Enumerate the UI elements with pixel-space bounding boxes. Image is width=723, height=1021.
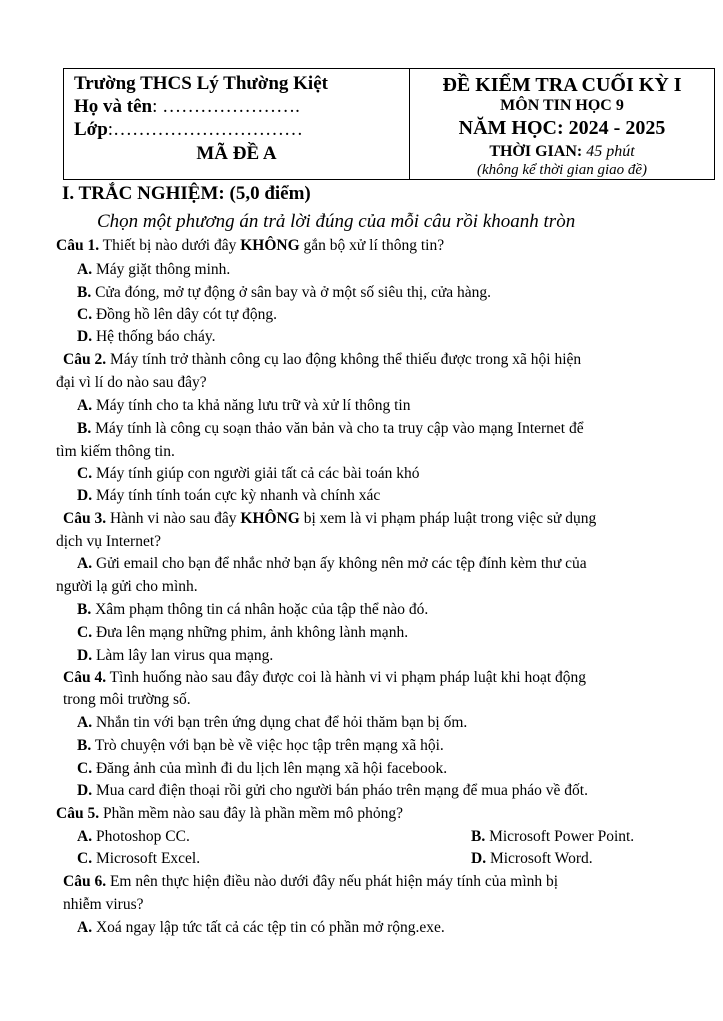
option-2a (77, 396, 410, 416)
option-text: Máy tính là công cụ soạn thảo văn bản và cho ta truy cập vào mạng Internet để (91, 420, 584, 437)
option-text: Photoshop CC. (92, 828, 190, 845)
option-label: B. (471, 828, 486, 845)
question-keyword: KHÔNG (240, 510, 300, 527)
time-label: THỜI GIAN: (489, 143, 583, 160)
option-3c (77, 623, 408, 643)
option-label: C. (77, 306, 93, 323)
option-text: Máy tính tính toán cực kỳ nhanh và chính xác (92, 487, 381, 504)
question-label: Câu 5. (56, 805, 100, 822)
option-text: Máy giặt thông minh. (92, 261, 231, 278)
option-text: Hệ thống báo cháy. (92, 328, 216, 345)
time-note: (không kể thời gian giao đề) (476, 162, 648, 178)
option-label: A. (77, 714, 93, 731)
option-label: C. (77, 850, 93, 867)
option-3b (77, 600, 428, 620)
question-label: Câu 6. (63, 873, 107, 890)
option-text: Nhắn tin với bạn trên ứng dụng chat để hỏi thăm bạn bị ốm. (92, 714, 468, 731)
question-keyword: KHÔNG (240, 237, 300, 254)
question-2-cont: đại vì lí do nào sau đây? (56, 374, 207, 391)
option-text: Đưa lên mạng những phim, ảnh không lành mạnh. (92, 624, 409, 641)
question-text: Tình huống nào sau đây được coi là hành vi vi phạm pháp luật khi hoạt động (106, 669, 587, 686)
option-label: A. (77, 397, 93, 414)
option-label: A. (77, 555, 93, 572)
option-label: C. (77, 760, 93, 777)
option-2c (77, 464, 419, 484)
option-label: A. (77, 261, 93, 278)
question-label: Câu 2. (63, 351, 107, 368)
option-text: Trò chuyện với bạn bè về việc học tập trên mạng xã hội. (91, 737, 444, 754)
exam-title: ĐỀ KIỂM TRA CUỐI KỲ I (442, 74, 682, 96)
section-title: I. TRẮC NGHIỆM: (5,0 điểm) (62, 183, 311, 204)
exam-info-cell (410, 69, 714, 179)
option-label: D. (77, 782, 93, 799)
name-dots: : …………………. (152, 96, 300, 117)
option-text: Máy tính cho ta khả năng lưu trữ và xử lí thông tin (92, 397, 411, 414)
option-text: Microsoft Word. (486, 850, 593, 867)
option-text: Microsoft Power Point. (485, 828, 635, 845)
option-label: D. (471, 850, 487, 867)
name-label: Họ và tên (74, 96, 153, 117)
question-label: Câu 1. (56, 237, 100, 254)
option-label: B. (77, 601, 92, 618)
option-5a (77, 827, 190, 847)
option-label: B. (77, 737, 92, 754)
option-text: Đăng ảnh của mình đi du lịch lên mạng xã hội facebook. (92, 760, 448, 777)
class-label: Lớp (74, 119, 108, 140)
option-text: Mua card điện thoại rồi gửi cho người bán pháo trên mạng để mua pháo về đốt. (92, 782, 588, 799)
option-3a-cont: người lạ gửi cho mình. (56, 578, 198, 595)
option-4d (77, 781, 588, 801)
question-5 (56, 804, 403, 824)
question-text: bị xem là vi phạm pháp luật trong việc sử dụng (299, 510, 597, 527)
option-1b (77, 283, 491, 303)
question-2 (63, 350, 581, 370)
option-text: Xoá ngay lập tức tất cả các tệp tin có phần mở rộng.exe. (92, 919, 445, 936)
option-label: A. (77, 828, 93, 845)
question-text: Hành vi nào sau đây (106, 510, 241, 527)
option-text: Đồng hồ lên dây cót tự động. (92, 306, 277, 323)
option-2d (77, 486, 380, 506)
question-text: Thiết bị nào dưới đây (99, 237, 241, 254)
option-4a (77, 713, 467, 733)
question-4 (63, 668, 586, 688)
option-text: Microsoft Excel. (92, 850, 201, 867)
school-year: NĂM HỌC: 2024 - 2025 (458, 117, 666, 139)
class-dots: :………………………… (107, 119, 304, 140)
option-text: Máy tính giúp con người giải tất cả các bài toán khó (92, 465, 420, 482)
option-label: D. (77, 487, 93, 504)
student-name-line (74, 95, 409, 118)
option-text: Gửi email cho bạn để nhắc nhở bạn ấy không nên mở các tệp đính kèm thư của (92, 555, 587, 572)
question-4-cont: trong môi trường số. (63, 691, 191, 708)
option-3d (77, 646, 273, 666)
option-3a (77, 554, 587, 574)
option-text: Xâm phạm thông tin cá nhân hoặc của tập thể nào đó. (91, 601, 429, 618)
question-text: Em nên thực hiện điều nào dưới đây nếu phát hiện máy tính của mình bị (106, 873, 559, 890)
option-label: C. (77, 465, 93, 482)
option-2b-cont: tìm kiếm thông tin. (56, 443, 175, 460)
option-text: Làm lây lan virus qua mạng. (92, 647, 274, 664)
question-text: gắn bộ xử lí thông tin? (299, 237, 445, 254)
option-1c (77, 305, 277, 325)
question-6-cont: nhiễm virus? (63, 896, 144, 913)
exam-subject: MÔN TIN HỌC 9 (500, 97, 624, 114)
class-line (74, 118, 409, 141)
question-3-cont: dịch vụ Internet? (56, 533, 162, 550)
option-5d (471, 849, 593, 869)
time-value: 45 phút (582, 143, 635, 160)
exam-time (410, 143, 714, 161)
option-4b (77, 736, 444, 756)
school-name: Trường THCS Lý Thường Kiệt (74, 73, 328, 94)
section-instruction: Chọn một phương án trả lời đúng của mỗi câu rồi khoanh tròn (97, 211, 576, 232)
question-3 (63, 509, 596, 529)
option-label: A. (77, 919, 93, 936)
question-text: Máy tính trở thành công cụ lao động không thể thiếu được trong xã hội hiện (106, 351, 582, 368)
option-2b (77, 419, 584, 439)
option-label: D. (77, 328, 93, 345)
option-label: B. (77, 420, 92, 437)
question-1 (56, 236, 444, 256)
question-text: Phần mềm nào sau đây là phần mềm mô phỏng? (99, 805, 403, 822)
option-1d (77, 327, 215, 347)
question-label: Câu 4. (63, 669, 107, 686)
option-label: D. (77, 647, 93, 664)
question-label: Câu 3. (63, 510, 107, 527)
option-4c (77, 759, 447, 779)
option-6a (77, 918, 445, 938)
option-5b (471, 827, 634, 847)
question-6 (63, 872, 558, 892)
exam-code: MÃ ĐỀ A (196, 143, 277, 164)
option-label: B. (77, 284, 92, 301)
option-5c (77, 849, 200, 869)
exam-header-table (63, 68, 715, 180)
student-info-cell (64, 69, 410, 179)
option-text: Cửa đóng, mở tự động ở sân bay và ở một số siêu thị, cửa hàng. (91, 284, 492, 301)
option-label: C. (77, 624, 93, 641)
option-1a (77, 260, 230, 280)
